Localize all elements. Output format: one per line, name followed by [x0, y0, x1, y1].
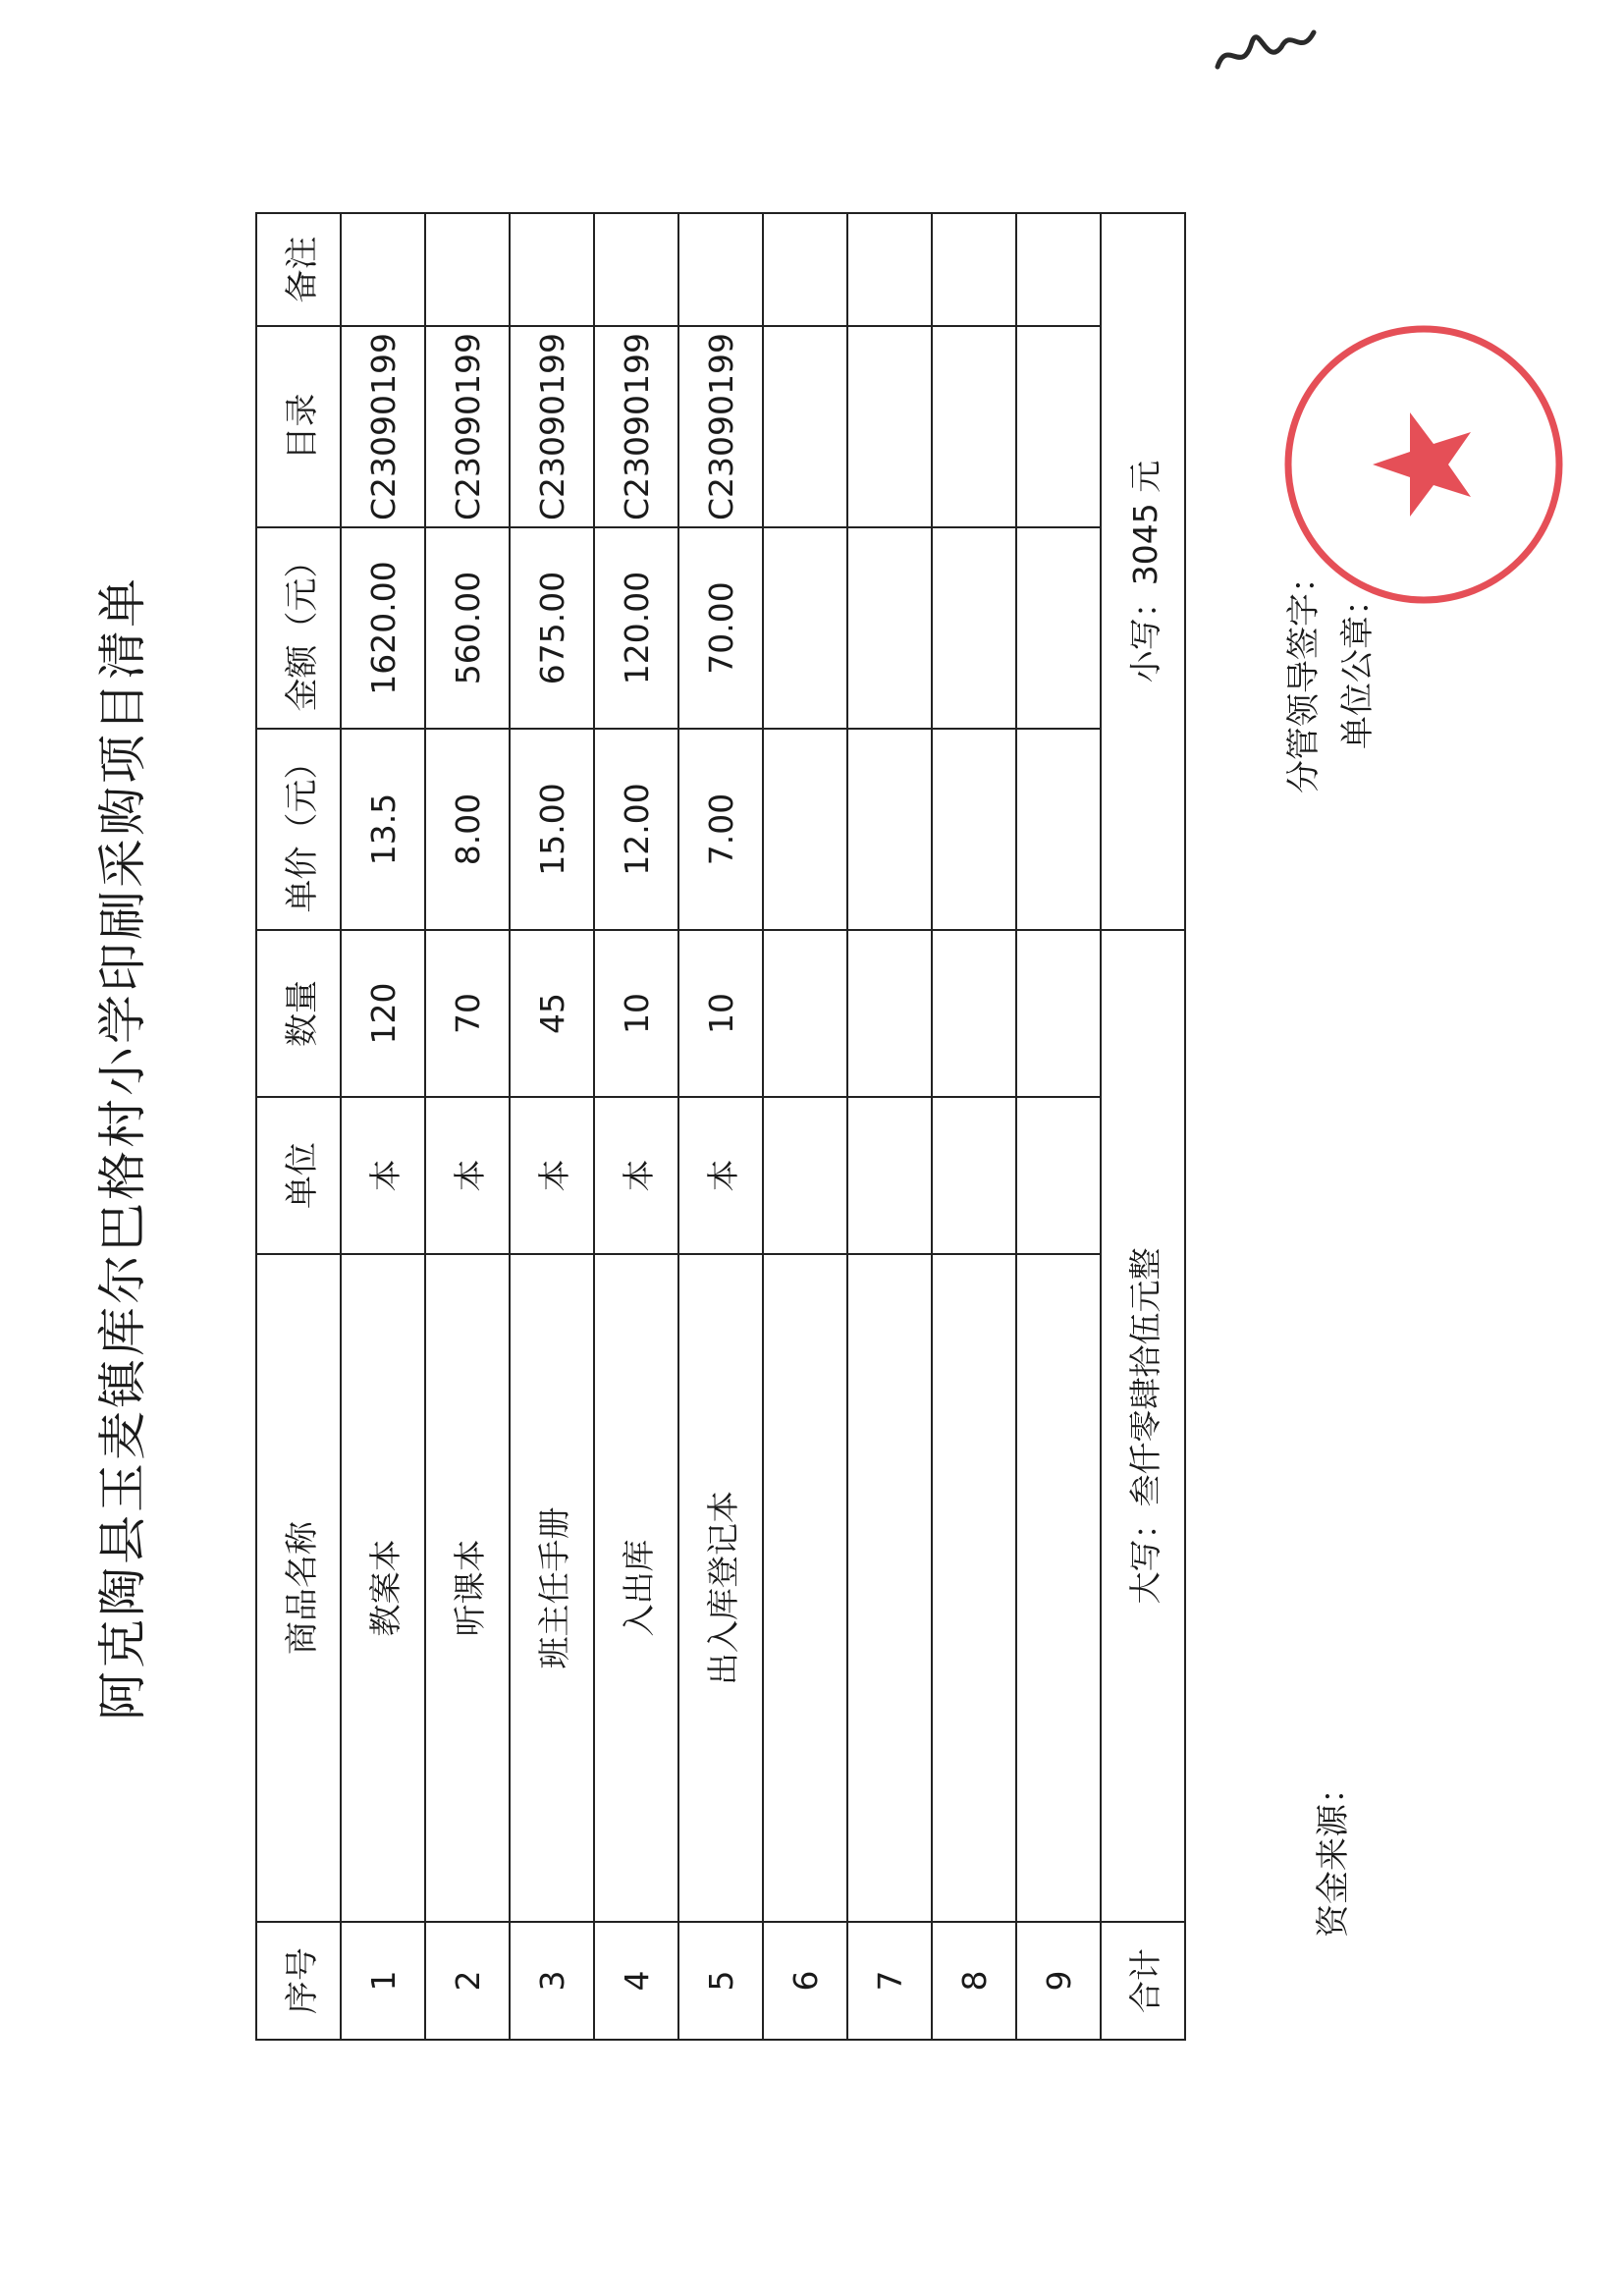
table-header-row	[256, 213, 341, 2040]
cell-qty	[932, 930, 1016, 1097]
cell-note	[425, 213, 510, 326]
cell-seq: 5	[678, 1922, 763, 2040]
cell-name: 入出库	[594, 1254, 678, 1922]
cell-note	[1016, 213, 1101, 326]
cell-price: 12.00	[594, 729, 678, 930]
header-unit: 单位	[256, 1097, 341, 1254]
fund-source-label: 资金来源：	[1314, 1771, 1353, 1938]
cell-name: 班主任手册	[510, 1254, 594, 1922]
cell-unit	[932, 1097, 1016, 1254]
cell-note	[847, 213, 932, 326]
cell-name	[1016, 1254, 1101, 1922]
cell-catalog: C23090199	[678, 326, 763, 527]
cell-note	[341, 213, 425, 326]
cell-price	[1016, 729, 1101, 930]
cell-unit	[763, 1097, 847, 1254]
cell-qty	[1016, 930, 1101, 1097]
cell-unit	[847, 1097, 932, 1254]
cell-note	[678, 213, 763, 326]
cell-catalog: C23090199	[425, 326, 510, 527]
cell-catalog	[932, 326, 1016, 527]
cell-amount: 70.00	[678, 527, 763, 729]
cell-seq: 8	[932, 1922, 1016, 2040]
cell-catalog: C23090199	[510, 326, 594, 527]
handwritten-signature	[1208, 8, 1326, 86]
cell-qty: 45	[510, 930, 594, 1097]
cell-qty: 10	[678, 930, 763, 1097]
cell-catalog	[763, 326, 847, 527]
cell-unit: 本	[594, 1097, 678, 1254]
cell-seq: 2	[425, 1922, 510, 2040]
total-row	[1101, 213, 1185, 2040]
total-upper-amount: 大写：叁仟零肆拾伍元整	[1101, 930, 1185, 1922]
cell-amount	[763, 527, 847, 729]
cell-seq: 6	[763, 1922, 847, 2040]
cell-note	[510, 213, 594, 326]
cell-unit: 本	[510, 1097, 594, 1254]
cell-price: 7.00	[678, 729, 763, 930]
official-seal	[1276, 317, 1571, 612]
header-catalog: 目录	[256, 326, 341, 527]
cell-name	[847, 1254, 932, 1922]
cell-catalog	[1016, 326, 1101, 527]
cell-amount: 1620.00	[341, 527, 425, 729]
cell-unit: 本	[425, 1097, 510, 1254]
cell-note	[594, 213, 678, 326]
cell-price: 8.00	[425, 729, 510, 930]
table-row	[341, 213, 425, 2040]
cell-seq: 7	[847, 1922, 932, 2040]
cell-price: 15.00	[510, 729, 594, 930]
cell-amount: 675.00	[510, 527, 594, 729]
header-name: 商品名称	[256, 1254, 341, 1922]
cell-note	[932, 213, 1016, 326]
cell-seq: 4	[594, 1922, 678, 2040]
unit-seal-label: 单位公章：	[1338, 582, 1378, 749]
items-table	[255, 212, 1186, 2041]
cell-amount: 120.00	[594, 527, 678, 729]
document-title: 阿克陶县玉麦镇库尔巴格村小学印刷采购项目清单	[94, 575, 151, 1721]
cell-price	[763, 729, 847, 930]
table-row	[1016, 213, 1101, 2040]
cell-qty	[847, 930, 932, 1097]
cell-price	[932, 729, 1016, 930]
table-row	[932, 213, 1016, 2040]
cell-amount	[932, 527, 1016, 729]
cell-qty: 70	[425, 930, 510, 1097]
cell-amount	[1016, 527, 1101, 729]
table-row	[594, 213, 678, 2040]
cell-qty: 10	[594, 930, 678, 1097]
cell-qty	[763, 930, 847, 1097]
header-note: 备注	[256, 213, 341, 326]
table-row	[510, 213, 594, 2040]
table-row	[425, 213, 510, 2040]
header-seq: 序号	[256, 1922, 341, 2040]
cell-seq: 3	[510, 1922, 594, 2040]
cell-unit	[1016, 1097, 1101, 1254]
cell-name: 教案本	[341, 1254, 425, 1922]
cell-catalog: C23090199	[341, 326, 425, 527]
cell-catalog: C23090199	[594, 326, 678, 527]
cell-name	[763, 1254, 847, 1922]
header-price: 单价（元）	[256, 729, 341, 930]
total-lower-amount: 小写：3045 元	[1101, 213, 1185, 930]
cell-name	[932, 1254, 1016, 1922]
cell-seq: 9	[1016, 1922, 1101, 2040]
header-amount: 金额（元）	[256, 527, 341, 729]
cell-unit: 本	[341, 1097, 425, 1254]
cell-seq: 1	[341, 1922, 425, 2040]
cell-name: 出入库登记本	[678, 1254, 763, 1922]
total-label: 合计	[1101, 1922, 1185, 2040]
cell-amount: 560.00	[425, 527, 510, 729]
cell-note	[763, 213, 847, 326]
cell-qty: 120	[341, 930, 425, 1097]
cell-unit: 本	[678, 1097, 763, 1254]
cell-price: 13.5	[341, 729, 425, 930]
table-row	[847, 213, 932, 2040]
leader-signature-label: 分管领导签字：	[1284, 560, 1324, 793]
cell-price	[847, 729, 932, 930]
header-qty: 数量	[256, 930, 341, 1097]
cell-catalog	[847, 326, 932, 527]
cell-name: 听课本	[425, 1254, 510, 1922]
table-row	[678, 213, 763, 2040]
cell-amount	[847, 527, 932, 729]
table-row	[763, 213, 847, 2040]
